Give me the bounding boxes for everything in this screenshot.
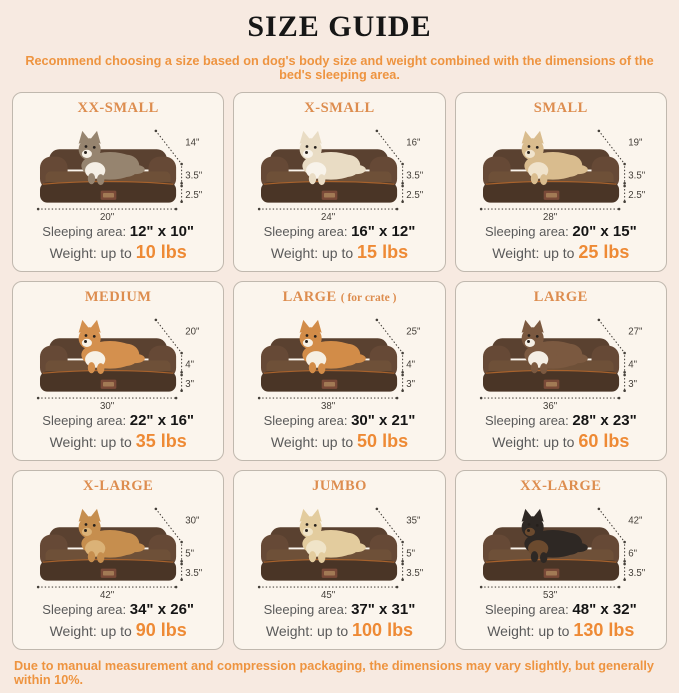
weight-value: 35 lbs — [135, 431, 187, 451]
dimension-base-height-label: 3" — [627, 379, 637, 391]
dimension-base-height-label: 3" — [406, 379, 416, 391]
size-name-suffix: ( for crate ) — [340, 292, 397, 304]
sleeping-area-line — [17, 412, 219, 429]
weight-value: 25 lbs — [578, 242, 630, 262]
dimension-base-height-label: 3.5" — [406, 568, 424, 580]
dimension-bolster-height-label: 5" — [406, 548, 416, 560]
size-name-text: X-SMALL — [304, 100, 375, 116]
weight-value: 90 lbs — [135, 620, 187, 640]
weight-line — [238, 242, 440, 263]
weight-label: Weight: up to — [487, 623, 570, 639]
size-name-text: XX-LARGE — [520, 478, 602, 494]
sleeping-area-label: Sleeping area: — [263, 602, 348, 617]
dimension-bolster-height-label: 4" — [185, 359, 195, 371]
size-name-text: SMALL — [533, 100, 588, 116]
size-cards-grid — [12, 92, 667, 650]
dimension-depth-label: 16" — [406, 137, 421, 149]
dimension-length-label: 42" — [100, 590, 115, 599]
footnote: Due to manual measurement and compression packaging, the dimensions may vary slightly, but generally within 10%. — [14, 659, 654, 687]
dog-bed-illustration — [460, 118, 662, 221]
sleeping-area-line — [460, 223, 662, 240]
dimension-length-label: 45" — [321, 590, 336, 599]
weight-line — [17, 431, 219, 452]
weight-value: 10 lbs — [135, 242, 187, 262]
weight-value: 50 lbs — [357, 431, 409, 451]
weight-label: Weight: up to — [270, 434, 354, 450]
sleeping-area-label: Sleeping area: — [484, 413, 569, 428]
dimension-length-label: 20" — [100, 212, 115, 221]
size-name — [238, 289, 440, 306]
weight-value: 60 lbs — [578, 431, 630, 451]
weight-label: Weight: up to — [492, 245, 575, 261]
sleeping-area-value: 20" x 15" — [572, 223, 637, 240]
dimension-length-label: 24" — [321, 212, 336, 221]
weight-line — [238, 620, 440, 641]
dimension-bolster-height-label: 6" — [627, 548, 637, 560]
size-name-text: XX-SMALL — [77, 100, 159, 116]
dimension-bolster-height-label: 3.5" — [406, 170, 424, 182]
sleeping-area-value: 37" x 31" — [351, 601, 416, 618]
sleeping-area-line — [238, 223, 440, 240]
dimension-depth-label: 25" — [406, 326, 421, 338]
weight-label: Weight: up to — [49, 434, 132, 450]
size-card-3-medium — [12, 281, 224, 461]
sleeping-area-line — [460, 601, 662, 618]
size-card-2-small — [455, 92, 667, 272]
size-card-7-jumbo — [233, 470, 445, 650]
size-name-text: MEDIUM — [84, 289, 152, 305]
size-name — [17, 100, 219, 117]
sleeping-area-value: 30" x 21" — [351, 412, 416, 429]
size-card-8-xx-large — [455, 470, 667, 650]
dimension-length-label: 30" — [100, 401, 115, 410]
sleeping-area-line — [17, 601, 219, 618]
dog-bed-illustration — [238, 307, 440, 410]
dimension-depth-label: 27" — [627, 326, 643, 338]
dimension-length-label: 28" — [542, 212, 557, 221]
dimension-bolster-height-label: 3.5" — [185, 170, 203, 182]
sleeping-area-line — [460, 412, 662, 429]
dog-bed-illustration — [17, 307, 219, 410]
size-name-text: LARGE — [282, 289, 337, 305]
dog-bed-illustration — [238, 118, 440, 221]
dog-bed-illustration — [460, 307, 662, 410]
dimension-length-label: 38" — [321, 401, 336, 410]
weight-label: Weight: up to — [49, 245, 132, 261]
sleeping-area-label: Sleeping area: — [263, 224, 348, 239]
page-title: SIZE GUIDE — [247, 10, 432, 43]
size-name — [238, 100, 440, 117]
sleeping-area-label: Sleeping area: — [42, 602, 127, 617]
dimension-bolster-height-label: 4" — [627, 359, 637, 371]
size-name — [238, 478, 440, 495]
size-name — [17, 289, 219, 306]
weight-line — [238, 431, 440, 452]
dimension-depth-label: 14" — [185, 137, 200, 149]
sleeping-area-value: 22" x 16" — [129, 412, 195, 429]
dog-bed-illustration — [17, 118, 219, 221]
size-card-0-xx-small — [12, 92, 224, 272]
sleeping-area-label: Sleeping area: — [42, 224, 127, 239]
dimension-base-height-label: 2.5" — [627, 190, 645, 202]
page-subtitle: Recommend choosing a size based on dog's body size and weight combined with the dimensions of the bed's sleeping area. — [25, 54, 654, 82]
size-card-5-large — [455, 281, 667, 461]
weight-value: 100 lbs — [352, 620, 414, 640]
dog-bed-illustration — [460, 496, 662, 599]
weight-line — [460, 620, 662, 641]
dimension-length-label: 36" — [542, 401, 557, 410]
dimension-bolster-height-label: 4" — [406, 359, 416, 371]
dimension-base-height-label: 2.5" — [185, 190, 203, 202]
weight-label: Weight: up to — [265, 623, 349, 639]
weight-line — [17, 242, 219, 263]
dimension-base-height-label: 3.5" — [185, 568, 203, 580]
weight-label: Weight: up to — [49, 623, 132, 639]
dimension-base-height-label: 2.5" — [406, 190, 424, 202]
sleeping-area-value: 12" x 10" — [129, 223, 195, 240]
size-name — [17, 478, 219, 495]
size-name — [460, 289, 662, 306]
sleeping-area-line — [238, 601, 440, 618]
weight-line — [17, 620, 219, 641]
weight-label: Weight: up to — [492, 434, 575, 450]
weight-line — [460, 242, 662, 263]
size-name — [460, 100, 662, 117]
weight-value: 15 lbs — [357, 242, 409, 262]
sleeping-area-value: 28" x 23" — [572, 412, 637, 429]
size-name — [460, 478, 662, 495]
sleeping-area-line — [238, 412, 440, 429]
dimension-depth-label: 42" — [627, 515, 643, 527]
dimension-bolster-height-label: 3.5" — [627, 170, 645, 182]
dimension-bolster-height-label: 5" — [185, 548, 195, 560]
size-name-text: JUMBO — [312, 478, 367, 494]
dimension-base-height-label: 3" — [185, 379, 195, 391]
sleeping-area-value: 48" x 32" — [572, 601, 637, 618]
sleeping-area-label: Sleeping area: — [484, 602, 569, 617]
size-card-1-x-small — [233, 92, 445, 272]
weight-label: Weight: up to — [270, 245, 354, 261]
sleeping-area-line — [17, 223, 219, 240]
dog-bed-illustration — [17, 496, 219, 599]
weight-line — [460, 431, 662, 452]
size-card-6-x-large — [12, 470, 224, 650]
dimension-depth-label: 35" — [406, 515, 421, 527]
sleeping-area-label: Sleeping area: — [263, 413, 348, 428]
weight-value: 130 lbs — [573, 620, 635, 640]
size-card-4-large — [233, 281, 445, 461]
sleeping-area-label: Sleeping area: — [42, 413, 127, 428]
size-name-text: LARGE — [533, 289, 588, 305]
sleeping-area-value: 16" x 12" — [351, 223, 416, 240]
size-name-text: X-LARGE — [82, 478, 154, 494]
dimension-depth-label: 20" — [185, 326, 200, 338]
dimension-depth-label: 30" — [185, 515, 200, 527]
dimension-length-label: 53" — [542, 590, 557, 599]
dog-bed-illustration — [238, 496, 440, 599]
sleeping-area-label: Sleeping area: — [484, 224, 569, 239]
dimension-base-height-label: 3.5" — [627, 568, 645, 580]
sleeping-area-value: 34" x 26" — [129, 601, 195, 618]
dimension-depth-label: 19" — [627, 137, 643, 149]
